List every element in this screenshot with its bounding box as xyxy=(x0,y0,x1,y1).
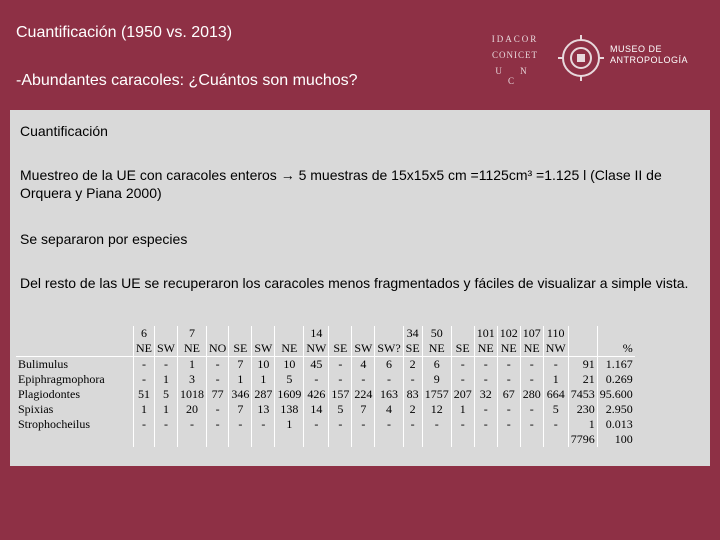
museo-logo-line: ANTROPOLOGÍA xyxy=(610,55,689,65)
table-cell: - xyxy=(207,402,229,417)
table-cell: 1 xyxy=(155,372,178,387)
table-cell: - xyxy=(229,417,252,432)
table-cell: SE xyxy=(403,341,422,357)
table-cell: - xyxy=(520,402,543,417)
species-description: Se separaron por especies xyxy=(20,231,188,247)
table-cell: 6 xyxy=(134,326,155,341)
table-cell: - xyxy=(178,417,207,432)
rest-description: Del resto de las UE se recuperaron los caracoles menos fragmentados y fáciles de visualizar a simple vista. xyxy=(20,275,689,291)
idacor-logo-line: IDACOR xyxy=(491,34,539,44)
table-cell: - xyxy=(155,357,178,373)
table-cell xyxy=(304,432,329,447)
table-cell: - xyxy=(451,372,474,387)
table-cell: 2 xyxy=(403,357,422,373)
table-cell xyxy=(403,432,422,447)
table-cell: 21 xyxy=(568,372,597,387)
table-cell xyxy=(252,326,275,341)
table-cell: NE xyxy=(275,341,304,357)
table-cell xyxy=(497,432,520,447)
table-cell: - xyxy=(375,372,403,387)
table-cell: - xyxy=(520,417,543,432)
table-cell: 163 xyxy=(375,387,403,402)
table-cell: SE xyxy=(329,341,352,357)
table-cell xyxy=(252,432,275,447)
table-cell: SW xyxy=(155,341,178,357)
logos xyxy=(486,34,706,86)
table-cell: 9 xyxy=(422,372,451,387)
table-cell: 426 xyxy=(304,387,329,402)
table-cell xyxy=(178,432,207,447)
table-cell xyxy=(352,326,375,341)
table-cell: - xyxy=(207,372,229,387)
table-cell: - xyxy=(474,402,497,417)
table-cell xyxy=(155,432,178,447)
table-cell: 14 xyxy=(304,402,329,417)
table-cell: 6 xyxy=(422,357,451,373)
table-cell: 1 xyxy=(134,402,155,417)
table-cell: 1 xyxy=(543,372,568,387)
table-cell: 1 xyxy=(275,417,304,432)
table-cell: 1 xyxy=(568,417,597,432)
row-label: Bulimulus xyxy=(16,357,134,373)
table-cell xyxy=(229,432,252,447)
table-cell xyxy=(134,432,155,447)
table-cell: - xyxy=(207,357,229,373)
table-cell xyxy=(451,432,474,447)
table-cell: 67 xyxy=(497,387,520,402)
table-cell: 101 xyxy=(474,326,497,341)
table-cell: 1018 xyxy=(178,387,207,402)
table-cell xyxy=(229,326,252,341)
table-cell: - xyxy=(375,417,403,432)
table-cell: NE xyxy=(520,341,543,357)
table-cell: 207 xyxy=(451,387,474,402)
table-cell: - xyxy=(329,372,352,387)
table-cell: 1 xyxy=(229,372,252,387)
table-cell: 6 xyxy=(375,357,403,373)
table-cell: NE xyxy=(178,341,207,357)
table-cell: 7 xyxy=(352,402,375,417)
table-cell: 157 xyxy=(329,387,352,402)
table-cell: - xyxy=(155,417,178,432)
table-cell: 3 xyxy=(178,372,207,387)
table-cell: - xyxy=(252,417,275,432)
table-cell: NW xyxy=(304,341,329,357)
table-cell: - xyxy=(497,357,520,373)
sample-description: Muestreo de la UE con caracoles enteros → 5 muestras de 15x15x5 cm =1125cm³ =1.125 l (Clase II de Orquera y Piana 2000) xyxy=(20,167,662,201)
table-cell: - xyxy=(134,372,155,387)
table-cell: 287 xyxy=(252,387,275,402)
table-cell: 51 xyxy=(134,387,155,402)
table-cell: 83 xyxy=(403,387,422,402)
table-cell: - xyxy=(304,417,329,432)
table-cell xyxy=(207,432,229,447)
table-cell: 107 xyxy=(520,326,543,341)
table-cell: - xyxy=(207,417,229,432)
table-cell: 1609 xyxy=(275,387,304,402)
table-cell: SW xyxy=(352,341,375,357)
table-row xyxy=(16,402,635,417)
table-cell: 1.167 xyxy=(597,357,635,373)
table-cell: 5 xyxy=(543,402,568,417)
table-cell: 0.013 xyxy=(597,417,635,432)
table-cell: 7453 xyxy=(568,387,597,402)
table-cell: NO xyxy=(207,341,229,357)
table-row xyxy=(16,387,635,402)
table-cell: SE xyxy=(451,341,474,357)
table-cell: 1 xyxy=(451,402,474,417)
table-cell xyxy=(474,432,497,447)
row-label xyxy=(16,432,134,447)
table-row xyxy=(16,417,635,432)
table-cell: NE xyxy=(422,341,451,357)
table-cell: 50 xyxy=(422,326,451,341)
table-cell: 7796 xyxy=(568,432,597,447)
table-cell xyxy=(329,432,352,447)
table-cell: 95.600 xyxy=(597,387,635,402)
row-label: Epiphragmophora xyxy=(18,372,105,386)
species-count-table xyxy=(16,326,635,447)
table-cell: 0.269 xyxy=(597,372,635,387)
table-cell: 91 xyxy=(568,357,597,373)
table-cell xyxy=(275,432,304,447)
table-cell: SW? xyxy=(375,341,403,357)
table-cell: 346 xyxy=(229,387,252,402)
table-total-row xyxy=(16,432,635,447)
table-cell xyxy=(352,432,375,447)
table-cell: 5 xyxy=(329,402,352,417)
table-cell: 110 xyxy=(543,326,568,341)
table-cell: 45 xyxy=(304,357,329,373)
table-cell: 224 xyxy=(352,387,375,402)
table-cell xyxy=(422,432,451,447)
table-cell: 13 xyxy=(252,402,275,417)
table-cell: NW xyxy=(543,341,568,357)
row-label xyxy=(16,326,134,341)
table-cell: 7 xyxy=(178,326,207,341)
section-heading: Cuantificación xyxy=(20,123,108,139)
table-cell: 4 xyxy=(352,357,375,373)
table-cell: 7 xyxy=(229,357,252,373)
table-cell: 1 xyxy=(252,372,275,387)
table-cell xyxy=(568,326,597,341)
table-cell: NE xyxy=(134,341,155,357)
table-cell: - xyxy=(134,357,155,373)
table-cell: - xyxy=(520,372,543,387)
table-cell: 4 xyxy=(375,402,403,417)
table-cell: 32 xyxy=(474,387,497,402)
table-cell: - xyxy=(543,417,568,432)
table-cell: - xyxy=(474,417,497,432)
table-cell: 12 xyxy=(422,402,451,417)
table-cell: 664 xyxy=(543,387,568,402)
table-cell xyxy=(155,326,178,341)
slide-title: Cuantificación (1950 vs. 2013) xyxy=(16,24,233,41)
table-row xyxy=(16,372,635,387)
table-cell: 138 xyxy=(275,402,304,417)
table-cell: 5 xyxy=(155,387,178,402)
table-cell: 230 xyxy=(568,402,597,417)
table-cell: - xyxy=(520,357,543,373)
idacor-logo-line: U N C xyxy=(495,66,535,86)
table-cell xyxy=(275,326,304,341)
table-cell: 77 xyxy=(207,387,229,402)
museo-antropologia-logo xyxy=(556,34,706,82)
table-cell xyxy=(543,432,568,447)
table-cell: 7 xyxy=(229,402,252,417)
table-cell: - xyxy=(352,372,375,387)
table-cell: % xyxy=(597,341,635,357)
table-cell: - xyxy=(329,417,352,432)
table-cell: - xyxy=(352,417,375,432)
table-cell: - xyxy=(304,372,329,387)
table-cell xyxy=(375,326,403,341)
table-cell: 2.950 xyxy=(597,402,635,417)
table-cell: 1757 xyxy=(422,387,451,402)
row-label xyxy=(16,341,134,357)
idacor-logo xyxy=(486,34,544,86)
table-cell: 10 xyxy=(275,357,304,373)
table-cell xyxy=(329,326,352,341)
table-cell: 14 xyxy=(304,326,329,341)
idacor-logo-line: CONICET xyxy=(492,50,538,60)
row-label: Spixias xyxy=(18,402,54,416)
table-cell xyxy=(207,326,229,341)
table-cell: 280 xyxy=(520,387,543,402)
table-cell xyxy=(375,432,403,447)
table-cell: - xyxy=(422,417,451,432)
table-cell xyxy=(451,326,474,341)
table-cell: - xyxy=(403,372,422,387)
table-cell: - xyxy=(474,357,497,373)
table-cell: 34 xyxy=(403,326,422,341)
table-cell: - xyxy=(329,357,352,373)
table-cell: NE xyxy=(474,341,497,357)
table-cell: - xyxy=(543,357,568,373)
table-cell xyxy=(520,432,543,447)
table-row xyxy=(16,357,635,373)
table-cell: - xyxy=(497,417,520,432)
table-cell: 5 xyxy=(275,372,304,387)
table-cell: - xyxy=(497,372,520,387)
table-cell: - xyxy=(474,372,497,387)
table-cell: 20 xyxy=(178,402,207,417)
table-cell: SE xyxy=(229,341,252,357)
table-cell: - xyxy=(451,357,474,373)
content-panel xyxy=(10,110,710,466)
table-cell: - xyxy=(451,417,474,432)
table-cell: 1 xyxy=(178,357,207,373)
table-cell xyxy=(597,326,635,341)
table-header-row xyxy=(16,341,635,357)
table-cell: 100 xyxy=(597,432,635,447)
slide-header xyxy=(0,0,720,110)
table-cell xyxy=(568,341,597,357)
table-cell: - xyxy=(497,402,520,417)
table-header-row xyxy=(16,326,635,341)
table-cell: 10 xyxy=(252,357,275,373)
table-cell: 2 xyxy=(403,402,422,417)
table-cell: NE xyxy=(497,341,520,357)
table-cell: 1 xyxy=(155,402,178,417)
table-cell: SW xyxy=(252,341,275,357)
museo-logo-line: MUSEO DE xyxy=(610,44,663,54)
row-label: Strophocheilus xyxy=(18,417,90,431)
table-cell: - xyxy=(403,417,422,432)
table-cell: 102 xyxy=(497,326,520,341)
slide-subtitle: -Abundantes caracoles: ¿Cuántos son muchos? xyxy=(16,72,358,89)
row-label: Plagiodontes xyxy=(18,387,80,401)
museo-emblem-icon xyxy=(556,34,606,82)
table-cell: - xyxy=(134,417,155,432)
